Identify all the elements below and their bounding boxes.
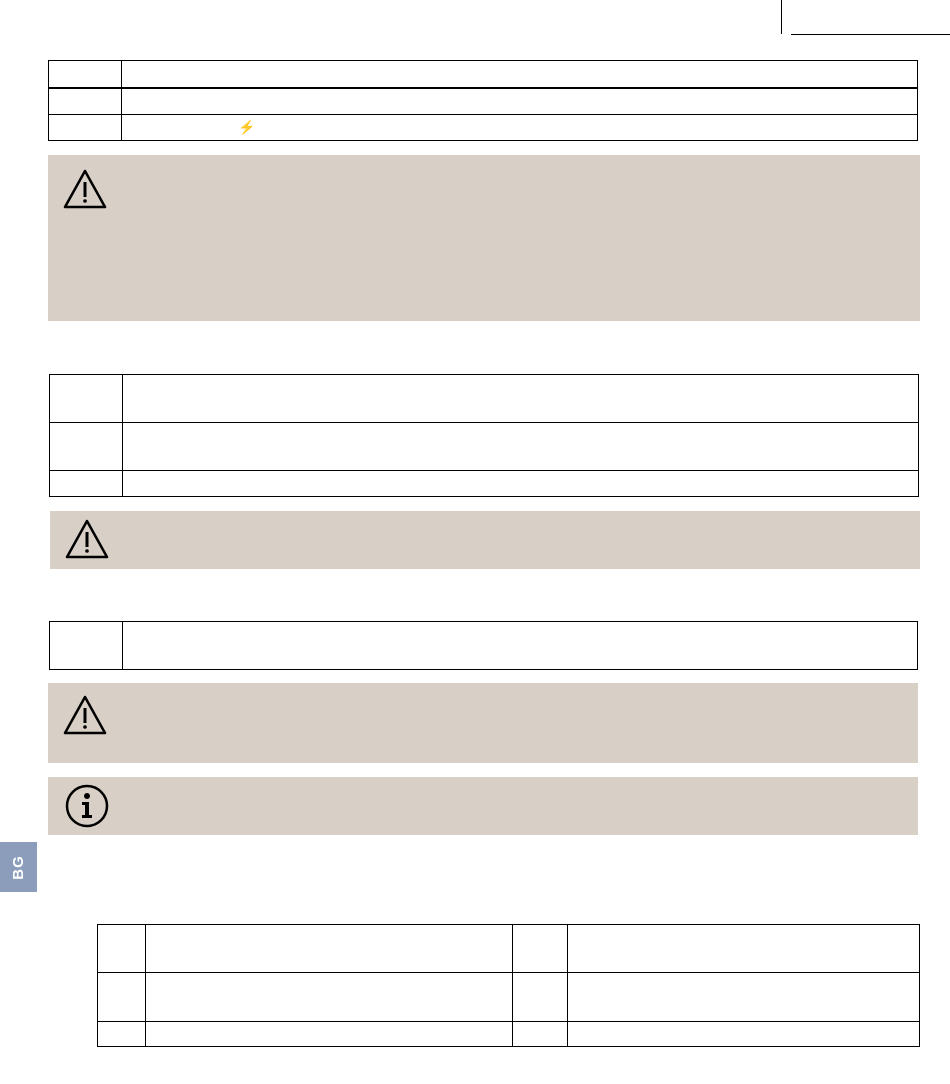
cell-code-a [98, 1022, 146, 1047]
cell-code-b [513, 973, 568, 1022]
warning-notice [48, 155, 920, 321]
table-3 [49, 621, 918, 670]
language-tab [0, 842, 37, 892]
table-row [98, 925, 920, 973]
cell-desc-b [568, 1022, 920, 1047]
info-circle-icon [64, 783, 110, 829]
warning-notice [50, 511, 920, 569]
cell-code [49, 61, 122, 88]
cell-code [49, 88, 122, 115]
cell-code [50, 471, 123, 497]
table-row [98, 1022, 920, 1047]
crop-mark-vertical [781, 0, 782, 34]
table-2 [49, 374, 919, 497]
table-row [49, 61, 918, 88]
info-notice [48, 777, 918, 835]
warning-triangle-icon [62, 693, 108, 739]
lightning-icon: ⚡ [238, 119, 256, 135]
table-4 [97, 924, 920, 1047]
cell-description [122, 88, 918, 115]
cell-desc-b [568, 925, 920, 973]
cell-code-a [98, 973, 146, 1022]
cell-description [123, 622, 918, 670]
cell-desc-b [568, 973, 920, 1022]
table-1 [48, 60, 918, 141]
crop-mark-horizontal [791, 34, 950, 35]
warning-notice [48, 683, 918, 763]
table-row [50, 423, 919, 471]
table-row [49, 115, 918, 141]
table-row [49, 88, 918, 115]
cell-desc-a [146, 1022, 513, 1047]
cell-code [50, 375, 123, 423]
cell-code [50, 622, 123, 670]
cell-description [123, 423, 919, 471]
cell-code-a [98, 925, 146, 973]
cell-code-b [513, 1022, 568, 1047]
cell-code [49, 115, 122, 141]
warning-triangle-icon [62, 167, 108, 213]
table-row [50, 375, 919, 423]
cell-description [122, 115, 918, 141]
cell-code [50, 423, 123, 471]
cell-description [123, 375, 919, 423]
cell-desc-a [146, 925, 513, 973]
table-row [50, 471, 919, 497]
cell-description [122, 61, 918, 88]
cell-desc-a [146, 973, 513, 1022]
warning-triangle-icon [64, 517, 110, 563]
table-row [50, 622, 918, 670]
cell-description [123, 471, 919, 497]
cell-code-b [513, 925, 568, 973]
table-row [98, 973, 920, 1022]
language-tab-label: BG [10, 854, 27, 880]
